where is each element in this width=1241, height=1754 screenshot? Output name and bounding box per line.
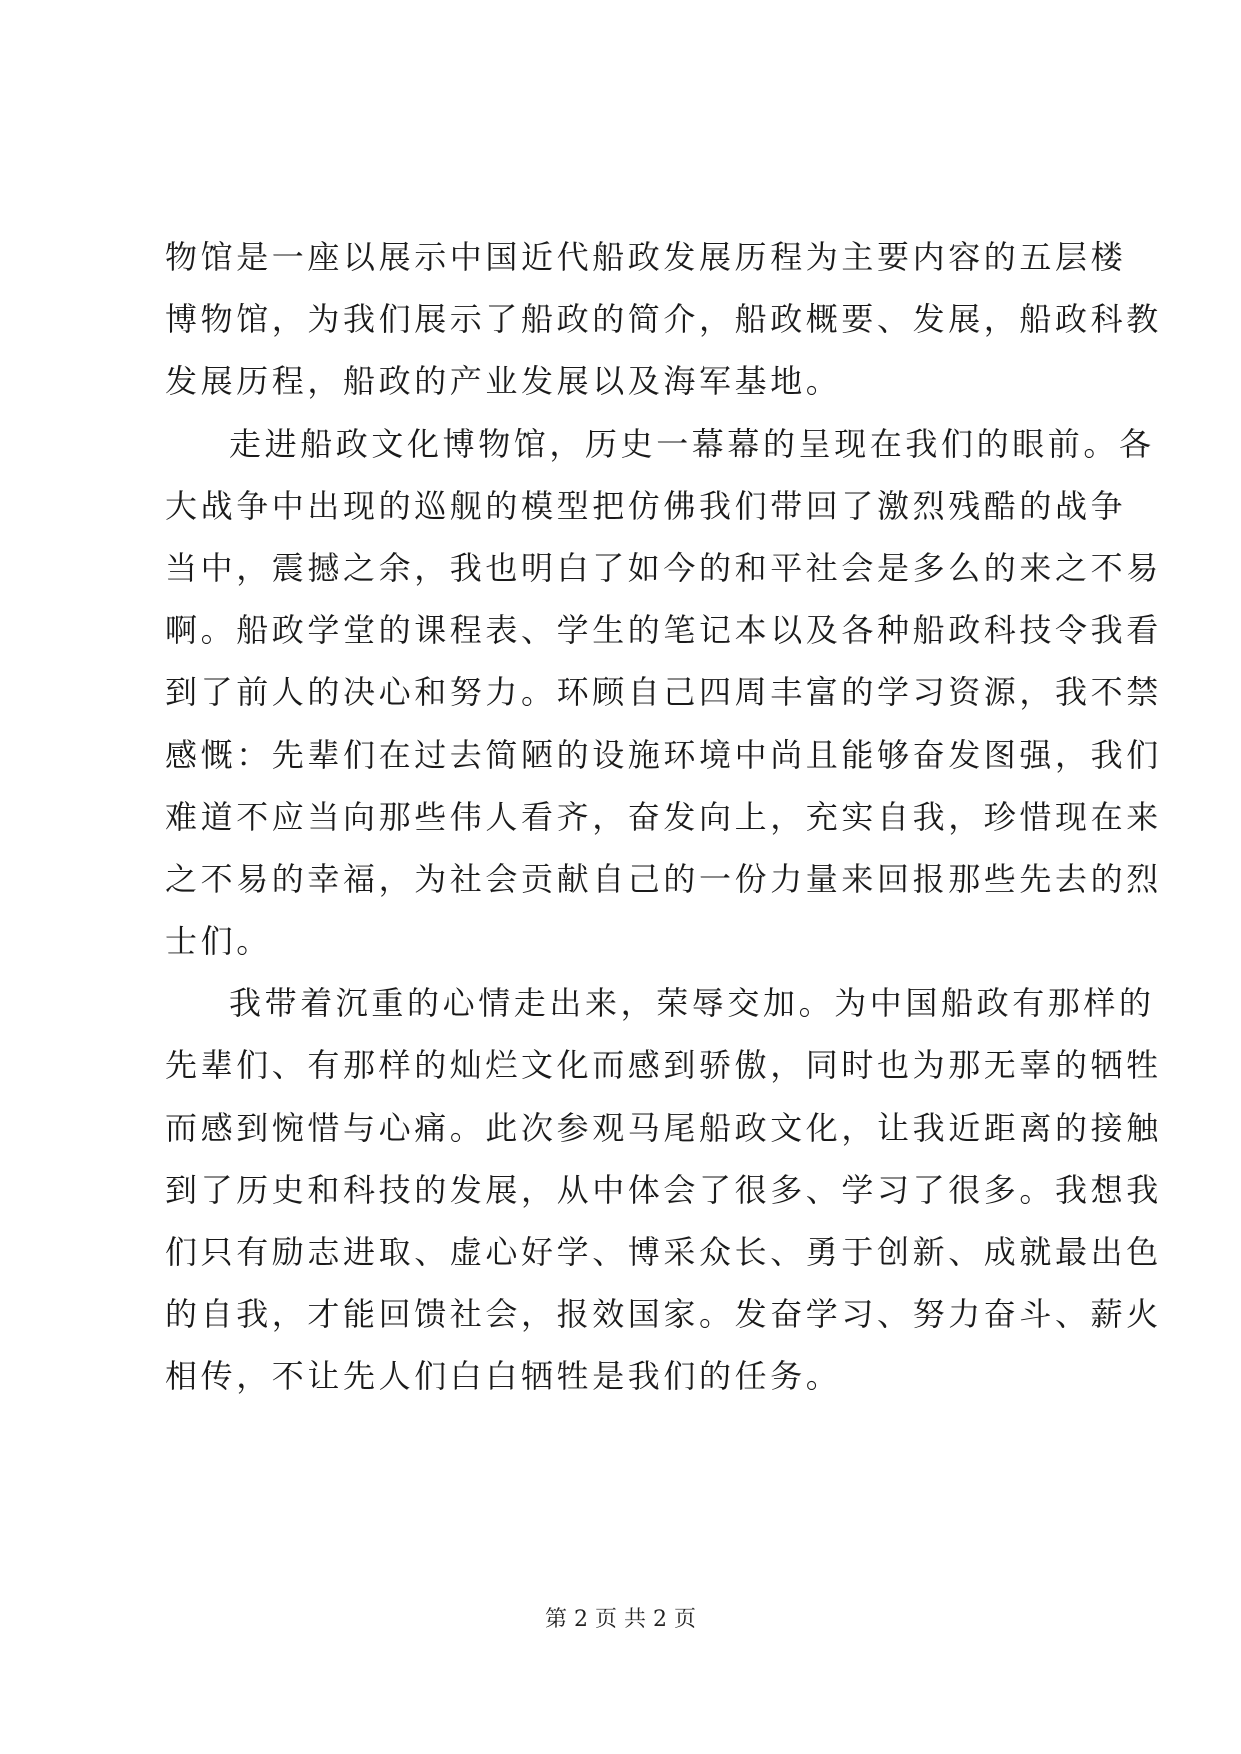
text-line: 啊。船政学堂的课程表、学生的笔记本以及各种船政科技令我看 — [165, 611, 1162, 650]
text-line: 大战争中出现的巡舰的模型把仿佛我们带回了激烈残酷的战争 — [165, 486, 1127, 525]
page-number-footer: 第 2 页 共 2 页 — [545, 1607, 696, 1632]
paragraph — [165, 413, 1162, 973]
text-line: 我带着沉重的心情走出来，荣辱交加。为中国船政有那样的 — [229, 984, 1155, 1023]
text-line: 当中，震撼之余，我也明白了如今的和平社会是多么的来之不易 — [165, 548, 1162, 587]
paragraph — [165, 972, 1162, 1407]
text-line: 相传，不让先人们白白牺牲是我们的任务。 — [165, 1357, 842, 1396]
text-line: 到了历史和科技的发展，从中体会了很多、学习了很多。我想我 — [165, 1170, 1162, 1209]
text-line: 们只有励志进取、虚心好学、博采众长、勇于创新、成就最出色 — [165, 1233, 1162, 1271]
text-line: 先辈们、有那样的灿烂文化而感到骄傲，同时也为那无辜的牺牲 — [165, 1046, 1162, 1085]
paragraph — [165, 226, 1162, 413]
document-body — [165, 226, 1162, 1408]
text-line: 难道不应当向那些伟人看齐，奋发向上，充实自我，珍惜现在来 — [165, 797, 1162, 836]
text-line: 士们。 — [165, 922, 272, 961]
text-line: 到了前人的决心和努力。环顾自己四周丰富的学习资源，我不禁 — [165, 673, 1162, 712]
text-line: 之不易的幸福，为社会贡献自己的一份力量来回报那些先去的烈 — [165, 859, 1162, 898]
text-line: 物馆是一座以展示中国近代船政发展历程为主要内容的五层楼 — [165, 238, 1127, 276]
text-line: 感慨：先辈们在过去简陋的设施环境中尚且能够奋发图强，我们 — [165, 735, 1162, 774]
text-line: 走进船政文化博物馆，历史一幕幕的呈现在我们的眼前。各 — [229, 424, 1155, 463]
text-line: 发展历程，船政的产业发展以及海军基地。 — [165, 362, 842, 401]
text-line: 而感到惋惜与心痛。此次参观马尾船政文化，让我近距离的接触 — [165, 1108, 1162, 1147]
text-line: 博物馆，为我们展示了船政的简介，船政概要、发展，船政科教 — [165, 300, 1162, 339]
text-line: 的自我，才能回馈社会，报效国家。发奋学习、努力奋斗、薪火 — [165, 1295, 1162, 1334]
